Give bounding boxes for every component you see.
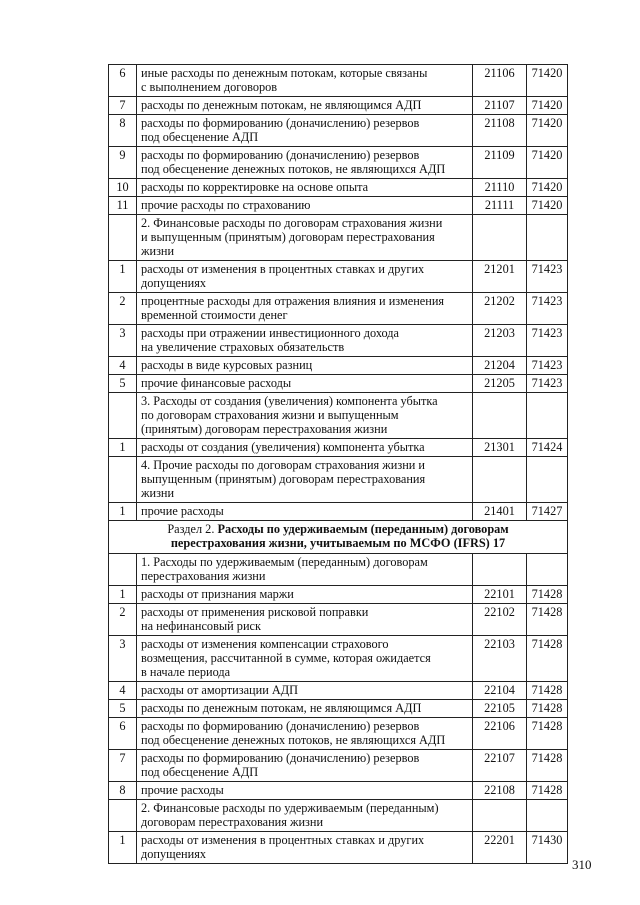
symbol-code <box>527 800 568 832</box>
row-number: 3 <box>109 636 137 682</box>
account-code: 22108 <box>473 782 527 800</box>
account-code: 21110 <box>473 179 527 197</box>
accounts-table <box>108 64 568 864</box>
row-description: 1. Расходы по удерживаемым (переданным) договорам перестрахования жизни <box>137 554 473 586</box>
table-row <box>109 503 568 521</box>
row-description: расходы от изменения компенсации страхового возмещения, рассчитанной в сумме, которая ожидается в начале периода <box>137 636 473 682</box>
row-description: расходы по корректировке на основе опыта <box>137 179 473 197</box>
account-code: 21111 <box>473 197 527 215</box>
account-code: 21205 <box>473 375 527 393</box>
row-number: 3 <box>109 325 137 357</box>
symbol-code: 71424 <box>527 439 568 457</box>
table-row <box>109 97 568 115</box>
row-description: расходы от изменения в процентных ставках и других допущениях <box>137 832 473 864</box>
row-number: 1 <box>109 261 137 293</box>
row-number: 9 <box>109 147 137 179</box>
row-number: 6 <box>109 718 137 750</box>
row-description: процентные расходы для отражения влияния и изменения временной стоимости денег <box>137 293 473 325</box>
section-title: Расходы по удерживаемым (переданным) договорам перестрахования жизни, учитываемым по МСФО (IFRS) 17 <box>170 522 509 550</box>
symbol-code: 71428 <box>527 636 568 682</box>
symbol-code: 71423 <box>527 261 568 293</box>
row-description: расходы от амортизации АДП <box>137 682 473 700</box>
account-code <box>473 215 527 261</box>
symbol-code: 71427 <box>527 503 568 521</box>
symbol-code: 71428 <box>527 682 568 700</box>
symbol-code: 71420 <box>527 147 568 179</box>
row-description: расходы от изменения в процентных ставках и других допущениях <box>137 261 473 293</box>
row-description: расходы от создания (увеличения) компонента убытка <box>137 439 473 457</box>
row-number: 1 <box>109 439 137 457</box>
table-row <box>109 375 568 393</box>
account-code: 22201 <box>473 832 527 864</box>
row-description: иные расходы по денежным потокам, которые связаны с выполнением договоров <box>137 65 473 97</box>
account-code: 21202 <box>473 293 527 325</box>
account-code: 21204 <box>473 357 527 375</box>
symbol-code: 71420 <box>527 115 568 147</box>
page-number: 310 <box>572 857 592 872</box>
account-code: 22107 <box>473 750 527 782</box>
account-code: 22105 <box>473 700 527 718</box>
account-code <box>473 393 527 439</box>
section-header-row <box>109 521 568 554</box>
row-description: расходы от применения рисковой поправки на нефинансовый риск <box>137 604 473 636</box>
table-row <box>109 179 568 197</box>
row-description: расходы при отражении инвестиционного дохода на увеличение страховых обязательств <box>137 325 473 357</box>
accounts-table-body <box>109 65 568 864</box>
row-number: 8 <box>109 782 137 800</box>
table-row <box>109 636 568 682</box>
symbol-code: 71423 <box>527 357 568 375</box>
row-number: 11 <box>109 197 137 215</box>
row-number: 5 <box>109 700 137 718</box>
table-row <box>109 393 568 439</box>
symbol-code <box>527 215 568 261</box>
symbol-code: 71428 <box>527 718 568 750</box>
row-number: 5 <box>109 375 137 393</box>
table-row <box>109 293 568 325</box>
table-row <box>109 682 568 700</box>
section-prefix: Раздел 2. <box>167 522 218 536</box>
section-heading <box>109 521 568 554</box>
account-code: 21108 <box>473 115 527 147</box>
account-code: 21203 <box>473 325 527 357</box>
symbol-code: 71428 <box>527 782 568 800</box>
account-code: 21301 <box>473 439 527 457</box>
table-row <box>109 357 568 375</box>
row-number: 7 <box>109 97 137 115</box>
table-row <box>109 65 568 97</box>
row-number <box>109 554 137 586</box>
account-code: 21201 <box>473 261 527 293</box>
account-code: 22106 <box>473 718 527 750</box>
row-number: 4 <box>109 357 137 375</box>
table-row <box>109 115 568 147</box>
table-row <box>109 718 568 750</box>
row-description: прочие расходы <box>137 503 473 521</box>
account-code <box>473 800 527 832</box>
row-description: 4. Прочие расходы по договорам страхования жизни и выпущенным (принятым) договорам перестрахования жизни <box>137 457 473 503</box>
table-row <box>109 325 568 357</box>
row-number: 1 <box>109 586 137 604</box>
symbol-code <box>527 457 568 503</box>
table-row <box>109 700 568 718</box>
row-number: 2 <box>109 293 137 325</box>
row-number: 1 <box>109 503 137 521</box>
symbol-code: 71420 <box>527 179 568 197</box>
table-row <box>109 197 568 215</box>
symbol-code: 71420 <box>527 65 568 97</box>
row-description: 2. Финансовые расходы по договорам страхования жизни и выпущенным (принятым) договорам перестрахования жизни <box>137 215 473 261</box>
account-code: 22102 <box>473 604 527 636</box>
row-number <box>109 457 137 503</box>
account-code: 21106 <box>473 65 527 97</box>
row-description: прочие расходы по страхованию <box>137 197 473 215</box>
symbol-code <box>527 393 568 439</box>
symbol-code: 71428 <box>527 700 568 718</box>
row-number <box>109 393 137 439</box>
table-row <box>109 604 568 636</box>
table-row <box>109 586 568 604</box>
symbol-code: 71428 <box>527 750 568 782</box>
row-number: 2 <box>109 604 137 636</box>
table-row <box>109 457 568 503</box>
row-number: 6 <box>109 65 137 97</box>
symbol-code: 71423 <box>527 325 568 357</box>
row-description: расходы по формированию (доначислению) резервов под обесценение АДП <box>137 115 473 147</box>
row-number: 8 <box>109 115 137 147</box>
table-row <box>109 782 568 800</box>
symbol-code: 71420 <box>527 97 568 115</box>
table-row <box>109 439 568 457</box>
table-row <box>109 832 568 864</box>
account-code <box>473 457 527 503</box>
row-description: расходы по денежным потокам, не являющимся АДП <box>137 700 473 718</box>
account-code: 22103 <box>473 636 527 682</box>
row-description: расходы по формированию (доначислению) резервов под обесценение денежных потоков, не являющихся АДП <box>137 147 473 179</box>
row-description: прочие финансовые расходы <box>137 375 473 393</box>
symbol-code: 71420 <box>527 197 568 215</box>
symbol-code: 71428 <box>527 586 568 604</box>
row-description: расходы по денежным потокам, не являющимся АДП <box>137 97 473 115</box>
row-description: расходы от признания маржи <box>137 586 473 604</box>
row-number <box>109 800 137 832</box>
account-code: 21107 <box>473 97 527 115</box>
row-description: 3. Расходы от создания (увеличения) компонента убытка по договорам страхования жизни и выпущенным (принятым) договорам перестрахования жизни <box>137 393 473 439</box>
table-row <box>109 800 568 832</box>
account-code: 21401 <box>473 503 527 521</box>
row-number <box>109 215 137 261</box>
table-row <box>109 554 568 586</box>
row-number: 10 <box>109 179 137 197</box>
row-description: расходы по формированию (доначислению) резервов под обесценение денежных потоков, не являющихся АДП <box>137 718 473 750</box>
account-code <box>473 554 527 586</box>
row-description: расходы по формированию (доначислению) резервов под обесценение АДП <box>137 750 473 782</box>
account-code: 22101 <box>473 586 527 604</box>
symbol-code: 71430 <box>527 832 568 864</box>
symbol-code <box>527 554 568 586</box>
row-number: 1 <box>109 832 137 864</box>
row-description: расходы в виде курсовых разниц <box>137 357 473 375</box>
account-code: 22104 <box>473 682 527 700</box>
table-row <box>109 147 568 179</box>
symbol-code: 71423 <box>527 293 568 325</box>
row-number: 7 <box>109 750 137 782</box>
table-row <box>109 750 568 782</box>
symbol-code: 71428 <box>527 604 568 636</box>
table-row <box>109 215 568 261</box>
row-description: 2. Финансовые расходы по удерживаемым (переданным) договорам перестрахования жизни <box>137 800 473 832</box>
symbol-code: 71423 <box>527 375 568 393</box>
row-description: прочие расходы <box>137 782 473 800</box>
table-row <box>109 261 568 293</box>
account-code: 21109 <box>473 147 527 179</box>
row-number: 4 <box>109 682 137 700</box>
